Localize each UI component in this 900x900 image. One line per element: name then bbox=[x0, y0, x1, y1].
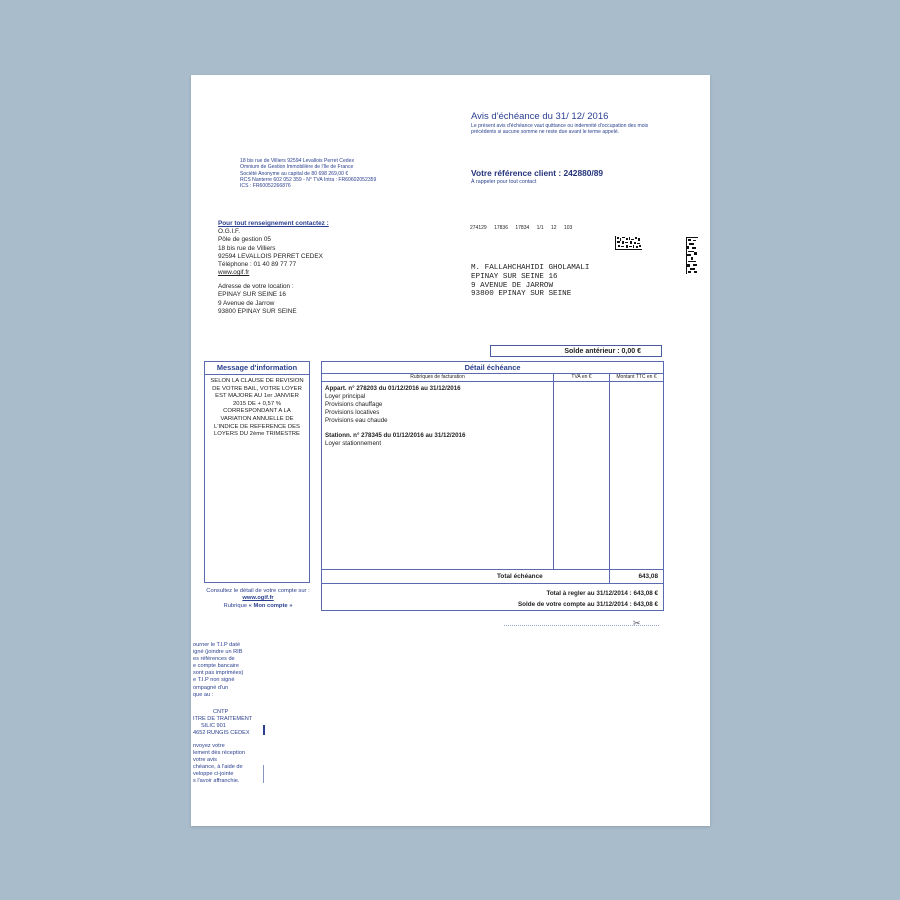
message-line: EST MAJORE AU 1er JANVIER bbox=[215, 393, 299, 400]
column-divider bbox=[553, 373, 554, 569]
col-rubriques: Rubriques de facturation bbox=[322, 373, 553, 382]
company-line: RCS Nanterre 602 052 359 - N° TVA Intra : FR60602052359 bbox=[240, 176, 377, 183]
section-title: Stationn. n° 278345 du 01/12/2016 au 31/12/2016 bbox=[325, 432, 466, 439]
billing-section-apartment bbox=[325, 385, 461, 425]
message-text bbox=[205, 375, 309, 442]
total-label: Total échéance bbox=[497, 573, 543, 580]
tip-return-note bbox=[193, 743, 268, 786]
detail-table bbox=[321, 361, 664, 611]
message-line: 2015 DE + 0,57 % bbox=[233, 400, 281, 407]
tip-line: es références de bbox=[193, 656, 235, 663]
message-line: SELON LA CLAUSE DE REVISION bbox=[210, 378, 304, 384]
mark bbox=[263, 765, 264, 783]
datamatrix-barcode bbox=[615, 236, 642, 250]
avis-title: Avis d'échéance du 31/ 12/ 2016 bbox=[471, 111, 609, 122]
location-line: Adresse de votre location : bbox=[218, 283, 294, 290]
previous-balance: Solde antérieur : 0,00 € bbox=[490, 345, 662, 357]
billing-section-parking bbox=[325, 432, 465, 448]
recipient-line: 9 AVENUE DE JARROW bbox=[471, 281, 554, 290]
reference-note: À rappeler pour tout contact bbox=[471, 179, 537, 185]
tip-line: 4652 RUNGIS CEDEX bbox=[193, 730, 250, 736]
recipient-line: EPINAY SUR SEINE 16 bbox=[471, 272, 558, 281]
detail-title: Détail échéance bbox=[322, 362, 663, 374]
message-line: LOYERS DU 2ème TRIMESTRE bbox=[214, 431, 300, 438]
scissors-icon: ✂ bbox=[633, 618, 641, 628]
message-line: VARIATION ANNUELLE DE bbox=[220, 415, 294, 422]
contact-block bbox=[218, 228, 388, 278]
tip-line: veloppe ci-jointe bbox=[193, 771, 234, 778]
total-value: 643,08 bbox=[638, 573, 658, 580]
billing-item: Loyer stationnement bbox=[325, 440, 382, 447]
location-line: 9 Avenue de Jarrow bbox=[218, 299, 275, 307]
client-reference: Votre référence client : 242880/89 bbox=[471, 168, 604, 178]
recipient-line: M. FALLAHCHAHIDI GHOLAMALI bbox=[471, 264, 590, 272]
company-line: 18 bis rue de Villiers 92594 Levallois Perret Cedex bbox=[240, 158, 355, 164]
message-title: Message d'information bbox=[205, 362, 309, 375]
tip-line: igné (joindre un RIB bbox=[193, 649, 243, 656]
consult-text: Consultez le détail de votre compte sur : bbox=[206, 588, 310, 594]
amount-to-pay: Total à regler au 31/12/2014 : 643,08 € bbox=[546, 590, 658, 597]
rubrique-prefix: Rubrique bbox=[223, 602, 249, 609]
message-line: CORRESPONDANT A LA bbox=[223, 408, 291, 415]
contact-line: 18 bis rue de Villiers bbox=[218, 244, 276, 252]
mark bbox=[263, 725, 265, 735]
contact-line: Téléphone : 01 40 89 77 77 bbox=[218, 261, 297, 269]
col-montant: Montant TTC en € bbox=[610, 373, 663, 382]
tip-line: s l'avoir affranchie. bbox=[193, 778, 240, 785]
account-consult bbox=[199, 588, 317, 610]
tip-line: nvoyez votre bbox=[193, 743, 225, 749]
billing-item: Provisions eau chaude bbox=[325, 417, 388, 424]
message-line: DE VOTRE BAIL, VOTRE LOYER bbox=[212, 385, 302, 392]
billing-item: Loyer principal bbox=[325, 393, 366, 400]
tip-line: ompagné d'un bbox=[193, 684, 229, 691]
rubrique-name: « Mon compte » bbox=[248, 602, 293, 609]
company-info bbox=[240, 158, 430, 189]
tip-line: votre avis bbox=[193, 757, 217, 764]
contact-line: 92594 LEVALLOIS PERRET CEDEX bbox=[218, 252, 323, 260]
contact-line: Pôle de gestion 05 bbox=[218, 236, 271, 244]
information-message-box bbox=[204, 361, 310, 583]
column-divider bbox=[609, 373, 610, 583]
tip-line: e compte bancaire bbox=[193, 663, 240, 670]
company-line: Omnium de Gestion Immobilière de l'Ile de France bbox=[240, 164, 354, 171]
billing-item: Provisions locatives bbox=[325, 409, 380, 416]
rubrique-line bbox=[199, 603, 317, 610]
tip-instructions bbox=[193, 642, 268, 699]
company-line: Société Anonyme au capital de 80 698 269,00 € bbox=[240, 170, 349, 177]
document-page bbox=[191, 75, 710, 826]
tip-line: lement dès réception bbox=[193, 750, 245, 757]
routing-codes: 274129 17836 17834 1/1 12 103 bbox=[470, 225, 573, 231]
divider bbox=[322, 583, 663, 584]
avis-note: Le présent avis d'échéance vaut quittance ou indemnité d'occupation des mois précédents si aucune somme ne reste due avant le terme appelé. bbox=[471, 123, 649, 136]
tip-line: que au : bbox=[193, 691, 214, 698]
contact-line: O.G.I.F. bbox=[218, 228, 241, 235]
tip-line: CNTP bbox=[213, 709, 229, 715]
tip-line: ourner le T.I.P daté bbox=[193, 642, 241, 648]
recipient-address bbox=[471, 264, 589, 299]
location-line: 93800 EPINAY SUR SEINE bbox=[218, 307, 297, 315]
tip-line: sont pas imprimées) bbox=[193, 670, 244, 677]
tip-line: e T.I.P non signé bbox=[193, 677, 235, 684]
tip-line: ITRE DE TRAITEMENT bbox=[193, 716, 253, 722]
location-block bbox=[218, 283, 388, 316]
account-balance: Solde de votre compte au 31/12/2014 : 643,08 € bbox=[517, 601, 658, 608]
contact-heading: Pour tout renseignement contactez : bbox=[218, 220, 329, 227]
recipient-line: 93800 EPINAY SUR SEINE bbox=[471, 290, 572, 299]
message-line: L'INDICE DE REFERENCE DES bbox=[214, 423, 300, 430]
divider bbox=[322, 569, 663, 570]
section-title: Appart. n° 278203 du 01/12/2016 au 31/12/2016 bbox=[325, 385, 461, 392]
tip-line: SILIC 901 bbox=[201, 723, 226, 729]
tip-address bbox=[193, 709, 268, 737]
vertical-barcode bbox=[686, 237, 698, 274]
website-link[interactable]: www.ogif.fr bbox=[218, 269, 250, 277]
tip-line: chéance, à l'aide de bbox=[193, 764, 243, 771]
company-line: ICS : FR60052266876 bbox=[240, 183, 291, 190]
account-website-link[interactable]: www.ogif.fr bbox=[242, 595, 274, 602]
billing-item: Provisions chauffage bbox=[325, 401, 383, 408]
location-line: EPINAY SUR SEINE 16 bbox=[218, 291, 286, 299]
col-tva: TVA en € bbox=[554, 373, 609, 382]
